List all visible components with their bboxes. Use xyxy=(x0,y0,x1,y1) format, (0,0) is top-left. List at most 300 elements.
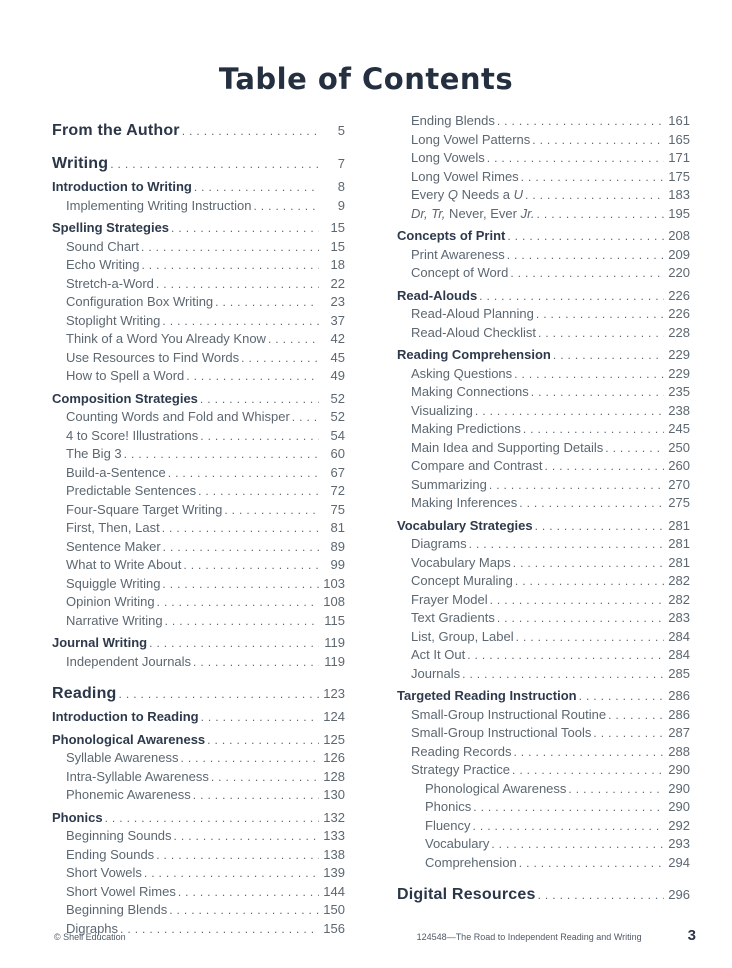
toc-entry-page-number: 281 xyxy=(668,554,690,570)
toc-entry-label: Reading Records xyxy=(411,743,512,759)
toc-entry-label: Four-Square Target Writing xyxy=(66,501,223,517)
toc-entry-page-number: 130 xyxy=(323,787,345,802)
dot-leader xyxy=(181,557,319,575)
toc-entry-label: Compare and Contrast xyxy=(411,458,543,473)
toc-entry-page-number: 37 xyxy=(330,312,345,328)
dot-leader xyxy=(603,440,664,458)
toc-entry-label: Spelling Strategies xyxy=(52,220,170,235)
toc-row-entry xyxy=(397,383,690,402)
dot-leader xyxy=(139,257,319,275)
toc-entry-page-number: 287 xyxy=(668,725,690,740)
toc-entry-page-number: 290 xyxy=(668,799,690,814)
toc-entry-label: Act It Out xyxy=(411,647,466,662)
dot-leader xyxy=(606,707,664,725)
toc-row-entry xyxy=(397,476,690,495)
dot-leader xyxy=(251,198,319,216)
toc-entry-page-number: 290 xyxy=(668,762,690,777)
toc-entry-label: Squiggle Writing xyxy=(66,575,161,591)
dot-leader xyxy=(535,206,664,224)
toc-entry-page-number: 115 xyxy=(324,612,345,628)
toc-row-entry xyxy=(397,131,690,150)
dot-leader xyxy=(536,885,664,905)
toc-entry-label: Read-Aloud Checklist xyxy=(411,324,537,340)
dot-leader xyxy=(163,613,319,631)
toc-row-chapter xyxy=(397,885,690,905)
toc-row-entry xyxy=(52,612,345,631)
toc-row-entry xyxy=(397,205,690,224)
toc-entry-page-number: 161 xyxy=(668,113,690,128)
toc-entry-page-number: 119 xyxy=(324,653,345,669)
toc-entry-label: Introduction to Reading xyxy=(52,709,199,724)
toc-row-section xyxy=(397,517,690,536)
toc-entry-page-number: 52 xyxy=(330,390,345,406)
dot-leader xyxy=(521,421,664,439)
toc-row-entry xyxy=(52,330,345,349)
dot-leader xyxy=(530,132,664,150)
toc-row-entry xyxy=(52,238,345,257)
toc-entry-label: Reading Comprehension xyxy=(397,347,551,362)
toc-entry-page-number: 296 xyxy=(668,887,690,902)
toc-entry-label: Fluency xyxy=(425,817,471,833)
toc-entry-page-number: 67 xyxy=(330,464,345,480)
toc-entry-page-number: 228 xyxy=(668,324,690,340)
toc-entry-label: Phonological Awareness xyxy=(52,731,206,747)
toc-entry-label: Introduction to Writing xyxy=(52,179,192,194)
toc-entry-label: How to Spell a Word xyxy=(66,368,185,383)
dot-leader xyxy=(169,220,319,238)
dot-leader xyxy=(266,331,319,349)
toc-entry-label: Short Vowel Rimes xyxy=(66,883,176,899)
toc-entry-page-number: 290 xyxy=(668,780,690,796)
dot-leader xyxy=(154,847,319,865)
toc-row-entry xyxy=(52,349,345,368)
toc-entry-page-number: 284 xyxy=(668,647,690,662)
toc-row-entry xyxy=(397,420,690,439)
toc-entry-page-number: 54 xyxy=(330,427,345,443)
dot-leader xyxy=(512,366,664,384)
dot-leader xyxy=(196,483,319,501)
toc-row-section xyxy=(52,178,345,197)
dot-leader xyxy=(505,247,664,265)
dot-leader xyxy=(160,520,319,538)
toc-entry-label: Stoplight Writing xyxy=(66,312,161,328)
toc-entry-page-number: 156 xyxy=(323,920,345,936)
toc-entry-label: Digital Resources xyxy=(397,886,536,903)
dot-leader xyxy=(155,594,319,612)
toc-row-subentry xyxy=(397,780,690,799)
page-footer xyxy=(54,927,696,944)
dot-leader xyxy=(495,610,664,628)
toc-entry-label: Opinion Writing xyxy=(66,594,155,609)
toc-row-entry xyxy=(52,427,345,446)
toc-entry-page-number: 42 xyxy=(330,331,345,346)
toc-row-entry xyxy=(397,365,690,384)
toc-entry-label: Vocabulary Strategies xyxy=(397,517,533,533)
toc-entry-page-number: 286 xyxy=(668,706,690,722)
dot-leader xyxy=(517,495,664,513)
toc-entry-page-number: 238 xyxy=(668,402,690,418)
toc-entry-page-number: 81 xyxy=(330,520,345,535)
toc-row-section xyxy=(52,809,345,828)
toc-row-entry xyxy=(397,439,690,458)
toc-entry-label: Think of a Word You Already Know xyxy=(66,331,266,346)
toc-entry-label: Long Vowels xyxy=(411,150,485,165)
footer-right-group xyxy=(417,927,696,944)
toc-row-section xyxy=(52,390,345,409)
dot-leader xyxy=(508,265,664,283)
dot-leader xyxy=(465,647,664,665)
toc-row-entry xyxy=(52,464,345,483)
toc-row-entry xyxy=(397,186,690,205)
toc-entry-label: Small-Group Instructional Routine xyxy=(411,706,607,722)
toc-entry-label: Read-Alouds xyxy=(397,287,478,303)
toc-entry-page-number: 183 xyxy=(668,187,690,202)
toc-entry-label: Concept of Word xyxy=(411,265,509,280)
dot-leader xyxy=(192,179,319,197)
toc-entry-label: Digraphs xyxy=(66,920,119,936)
toc-row-entry xyxy=(52,593,345,612)
dot-leader xyxy=(536,325,664,343)
toc-row-subentry xyxy=(397,798,690,817)
toc-row-entry xyxy=(397,457,690,476)
dot-leader xyxy=(566,781,664,799)
toc-entry-label: Syllable Awareness xyxy=(66,750,179,765)
toc-entry-label: Configuration Box Writing xyxy=(66,294,214,309)
toc-entry-label: Making Inferences xyxy=(411,495,518,510)
dot-leader xyxy=(199,709,319,727)
dot-leader xyxy=(488,592,664,610)
toc-entry-label: Targeted Reading Instruction xyxy=(397,688,577,703)
toc-row-entry xyxy=(397,149,690,168)
toc-row-entry xyxy=(397,535,690,554)
toc-entry-page-number: 15 xyxy=(330,220,345,235)
toc-row-subentry xyxy=(397,835,690,854)
toc-entry-page-number: 293 xyxy=(668,836,690,851)
toc-entry-label: Text Gradients xyxy=(411,610,495,625)
toc-row-chapter xyxy=(52,154,345,174)
dot-leader xyxy=(551,347,664,365)
dot-leader xyxy=(180,121,319,141)
dot-leader xyxy=(591,725,664,743)
toc-entry-label: Independent Journals xyxy=(66,653,192,669)
dot-leader xyxy=(471,818,664,836)
toc-row-entry xyxy=(397,724,690,743)
toc-row-section xyxy=(397,287,690,306)
toc-entry-page-number: 260 xyxy=(668,458,690,473)
toc-entry-label: Frayer Model xyxy=(411,591,488,607)
toc-entry-page-number: 286 xyxy=(668,688,690,703)
toc-entry-label: List, Group, Label xyxy=(411,628,514,644)
dot-leader xyxy=(460,666,664,684)
toc-row-entry xyxy=(397,264,690,283)
toc-row-section xyxy=(397,227,690,246)
toc-row-entry xyxy=(397,706,690,725)
toc-entry-page-number: 235 xyxy=(668,384,690,399)
toc-entry-label: Writing xyxy=(52,155,109,172)
toc-entry-page-number: 133 xyxy=(323,828,345,843)
toc-entry-label: Summarizing xyxy=(411,476,487,492)
toc-row-entry xyxy=(397,402,690,421)
dot-leader xyxy=(160,576,319,594)
toc-row-entry xyxy=(397,628,690,647)
toc-row-entry xyxy=(52,846,345,865)
toc-entry-label: Phonics xyxy=(425,799,472,814)
toc-row-entry xyxy=(52,408,345,427)
toc-row-entry xyxy=(397,665,690,684)
dot-leader xyxy=(473,403,664,421)
toc-entry-page-number: 123 xyxy=(323,686,345,701)
toc-entry-label: From the Author xyxy=(52,122,180,139)
toc-entry-label: Long Vowel Patterns xyxy=(411,131,531,147)
dot-leader xyxy=(191,654,319,672)
toc-row-entry xyxy=(52,749,345,768)
toc-entry-page-number: 8 xyxy=(337,179,345,194)
dot-leader xyxy=(172,828,319,846)
dot-leader xyxy=(198,391,319,409)
toc-entry-page-number: 5 xyxy=(337,123,345,138)
dot-leader xyxy=(176,884,319,902)
toc-entry-page-number: 245 xyxy=(668,421,690,436)
dot-leader xyxy=(514,629,664,647)
dot-leader xyxy=(222,502,319,520)
toc-entry-page-number: 18 xyxy=(330,257,345,272)
dot-leader xyxy=(108,154,319,174)
dot-leader xyxy=(179,750,320,768)
dot-leader xyxy=(213,294,319,312)
toc-entry-label: Making Predictions xyxy=(411,421,521,436)
page-number: 3 xyxy=(687,927,696,944)
toc-entry-page-number: 49 xyxy=(330,368,345,383)
toc-entry-page-number: 124 xyxy=(323,709,345,724)
toc-entry-label: Stretch-a-Word xyxy=(66,275,154,291)
toc-entry-page-number: 270 xyxy=(668,476,690,492)
toc-row-entry xyxy=(52,482,345,501)
toc-entry-page-number: 138 xyxy=(323,846,345,862)
toc-entry-label: Read-Aloud Planning xyxy=(411,306,534,321)
toc-row-entry xyxy=(52,275,345,294)
toc-entry-page-number: 220 xyxy=(668,265,690,280)
toc-row-entry xyxy=(52,575,345,594)
toc-entry-label: Print Awareness xyxy=(411,246,505,262)
dot-leader xyxy=(103,810,319,828)
toc-entry-label: Short Vowels xyxy=(66,865,142,880)
toc-row-entry xyxy=(52,293,345,312)
toc-row-entry xyxy=(397,572,690,591)
toc-entry-label: Sentence Maker xyxy=(66,538,161,554)
toc-row-entry xyxy=(397,554,690,573)
toc-entry-label: Reading xyxy=(52,685,117,702)
page-title: Table of Contents xyxy=(218,62,514,96)
dot-leader xyxy=(139,239,319,257)
dot-leader xyxy=(117,684,319,704)
toc-entry-label: Vocabulary xyxy=(425,836,490,851)
dot-leader xyxy=(205,732,319,750)
toc-entry-label: Intra-Syllable Awareness xyxy=(66,768,209,784)
dot-leader xyxy=(142,865,319,883)
toc-entry-label: Small-Group Instructional Tools xyxy=(411,725,592,740)
dot-leader xyxy=(122,446,319,464)
toc-row-entry xyxy=(52,786,345,805)
dot-leader xyxy=(184,368,319,386)
toc-entry-label: Ending Sounds xyxy=(66,846,155,862)
toc-entry-page-number: 23 xyxy=(330,294,345,309)
toc-entry-label: Visualizing xyxy=(411,402,473,418)
dot-leader xyxy=(505,228,664,246)
toc-entry-page-number: 292 xyxy=(668,817,690,833)
toc-entry-label: First, Then, Last xyxy=(66,520,160,535)
toc-entry-page-number: 281 xyxy=(668,536,690,551)
toc-entry-label: Implementing Writing Instruction xyxy=(66,197,252,213)
toc-entry-label: Concept Muraling xyxy=(411,573,513,588)
toc-entry-label: Long Vowel Rimes xyxy=(411,168,519,184)
book-id-text: 124548—The Road to Independent Reading and Writing xyxy=(416,932,642,942)
toc-row-entry xyxy=(52,312,345,331)
toc-row-entry xyxy=(52,827,345,846)
toc-entry-page-number: 229 xyxy=(668,365,690,381)
toc-row-section xyxy=(52,708,345,727)
toc-entry-page-number: 144 xyxy=(323,883,345,899)
toc-entry-label: Vocabulary Maps xyxy=(411,554,511,570)
toc-entry-label: Diagrams xyxy=(411,536,467,551)
toc-entry-label: Beginning Sounds xyxy=(66,828,172,843)
dot-leader xyxy=(290,409,319,427)
toc-entry-page-number: 125 xyxy=(323,731,345,747)
dot-leader xyxy=(477,288,664,306)
dot-leader xyxy=(160,313,319,331)
toc-entry-page-number: 126 xyxy=(323,750,345,765)
toc-columns xyxy=(52,108,690,938)
dot-leader xyxy=(198,428,319,446)
toc-entry-page-number: 150 xyxy=(323,902,345,917)
dot-leader xyxy=(511,744,664,762)
toc-row-section xyxy=(52,219,345,238)
toc-entry-label: Beginning Blends xyxy=(66,902,168,917)
toc-entry-page-number: 294 xyxy=(668,854,690,870)
toc-row-entry xyxy=(52,197,345,216)
toc-row-entry xyxy=(52,883,345,902)
toc-entry-label: Journals xyxy=(411,665,461,681)
toc-entry-label: Every Q Needs a U xyxy=(411,187,524,202)
toc-row-entry xyxy=(397,324,690,343)
toc-row-subentry xyxy=(397,854,690,873)
toc-entry-page-number: 52 xyxy=(330,409,345,424)
dot-leader xyxy=(239,350,319,368)
toc-row-entry xyxy=(52,768,345,787)
toc-entry-label: Strategy Practice xyxy=(411,762,510,777)
toc-entry-page-number: 282 xyxy=(668,591,690,607)
toc-entry-label: Phonological Awareness xyxy=(425,780,567,796)
toc-entry-label: Main Idea and Supporting Details xyxy=(411,439,604,455)
toc-entry-page-number: 165 xyxy=(668,131,690,147)
toc-entry-page-number: 282 xyxy=(668,573,690,588)
toc-entry-label: Echo Writing xyxy=(66,257,140,272)
toc-row-section xyxy=(397,346,690,365)
toc-row-entry xyxy=(52,901,345,920)
dot-leader xyxy=(166,465,319,483)
toc-row-entry xyxy=(52,538,345,557)
dot-leader xyxy=(161,539,319,557)
toc-entry-label: Build-a-Sentence xyxy=(66,464,166,480)
toc-entry-page-number: 22 xyxy=(330,275,345,291)
toc-entry-label: The Big 3 xyxy=(66,446,122,461)
toc-row-entry xyxy=(52,519,345,538)
dot-leader xyxy=(543,458,664,476)
toc-row-entry xyxy=(397,591,690,610)
dot-leader xyxy=(209,769,319,787)
toc-row-entry xyxy=(397,494,690,513)
dot-leader xyxy=(154,276,319,294)
toc-entry-label: Dr, Tr, Never, Ever Jr. xyxy=(411,205,535,221)
toc-row-entry xyxy=(52,653,345,672)
toc-entry-page-number: 132 xyxy=(323,809,345,825)
toc-entry-label: Phonemic Awareness xyxy=(66,787,191,802)
dot-leader xyxy=(533,518,664,536)
toc-entry-page-number: 108 xyxy=(323,594,345,609)
toc-row-entry xyxy=(397,305,690,324)
toc-entry-page-number: 45 xyxy=(330,349,345,365)
toc-entry-page-number: 72 xyxy=(330,483,345,498)
toc-row-chapter xyxy=(52,121,345,141)
toc-row-section xyxy=(52,634,345,653)
toc-entry-label: Narrative Writing xyxy=(66,612,163,628)
toc-entry-page-number: 7 xyxy=(337,156,345,171)
copyright-text: © Shell Education xyxy=(54,932,126,942)
toc-entry-page-number: 209 xyxy=(668,246,690,262)
dot-leader xyxy=(489,836,664,854)
toc-column-right xyxy=(397,108,690,938)
toc-row-entry xyxy=(52,367,345,386)
toc-entry-page-number: 89 xyxy=(330,538,345,554)
toc-entry-page-number: 128 xyxy=(323,768,345,784)
toc-entry-page-number: 15 xyxy=(330,238,345,254)
dot-leader xyxy=(517,855,664,873)
toc-entry-page-number: 139 xyxy=(323,865,345,880)
toc-row-entry xyxy=(52,501,345,520)
dot-leader xyxy=(577,688,664,706)
toc-entry-label: 4 to Score! Illustrations xyxy=(66,427,199,443)
toc-entry-label: Making Connections xyxy=(411,384,529,399)
toc-entry-label: Concepts of Print xyxy=(397,228,506,243)
toc-entry-label: Use Resources to Find Words xyxy=(66,349,240,365)
toc-entry-page-number: 226 xyxy=(668,287,690,303)
toc-entry-page-number: 281 xyxy=(668,517,690,533)
toc-entry-page-number: 208 xyxy=(668,228,690,243)
toc-column-left xyxy=(52,108,345,938)
dot-leader xyxy=(467,536,664,554)
toc-entry-page-number: 119 xyxy=(324,635,345,650)
dot-leader xyxy=(511,555,664,573)
toc-row-entry xyxy=(397,761,690,780)
dot-leader xyxy=(147,635,319,653)
toc-entry-label: Predictable Sentences xyxy=(66,483,197,498)
toc-row-subentry xyxy=(397,817,690,836)
toc-entry-page-number: 75 xyxy=(330,501,345,517)
dot-leader xyxy=(487,477,664,495)
toc-row-entry xyxy=(397,168,690,187)
dot-leader xyxy=(471,799,664,817)
toc-entry-page-number: 250 xyxy=(668,439,690,455)
toc-entry-page-number: 284 xyxy=(668,628,690,644)
dot-leader xyxy=(529,384,664,402)
toc-entry-label: Ending Blends xyxy=(411,113,495,128)
toc-entry-page-number: 285 xyxy=(668,665,690,681)
toc-entry-label: Phonics xyxy=(52,809,103,825)
toc-row-section xyxy=(397,687,690,706)
toc-entry-page-number: 175 xyxy=(668,168,690,184)
toc-row-entry xyxy=(397,609,690,628)
toc-entry-label: Sound Chart xyxy=(66,238,139,254)
toc-row-entry xyxy=(397,246,690,265)
